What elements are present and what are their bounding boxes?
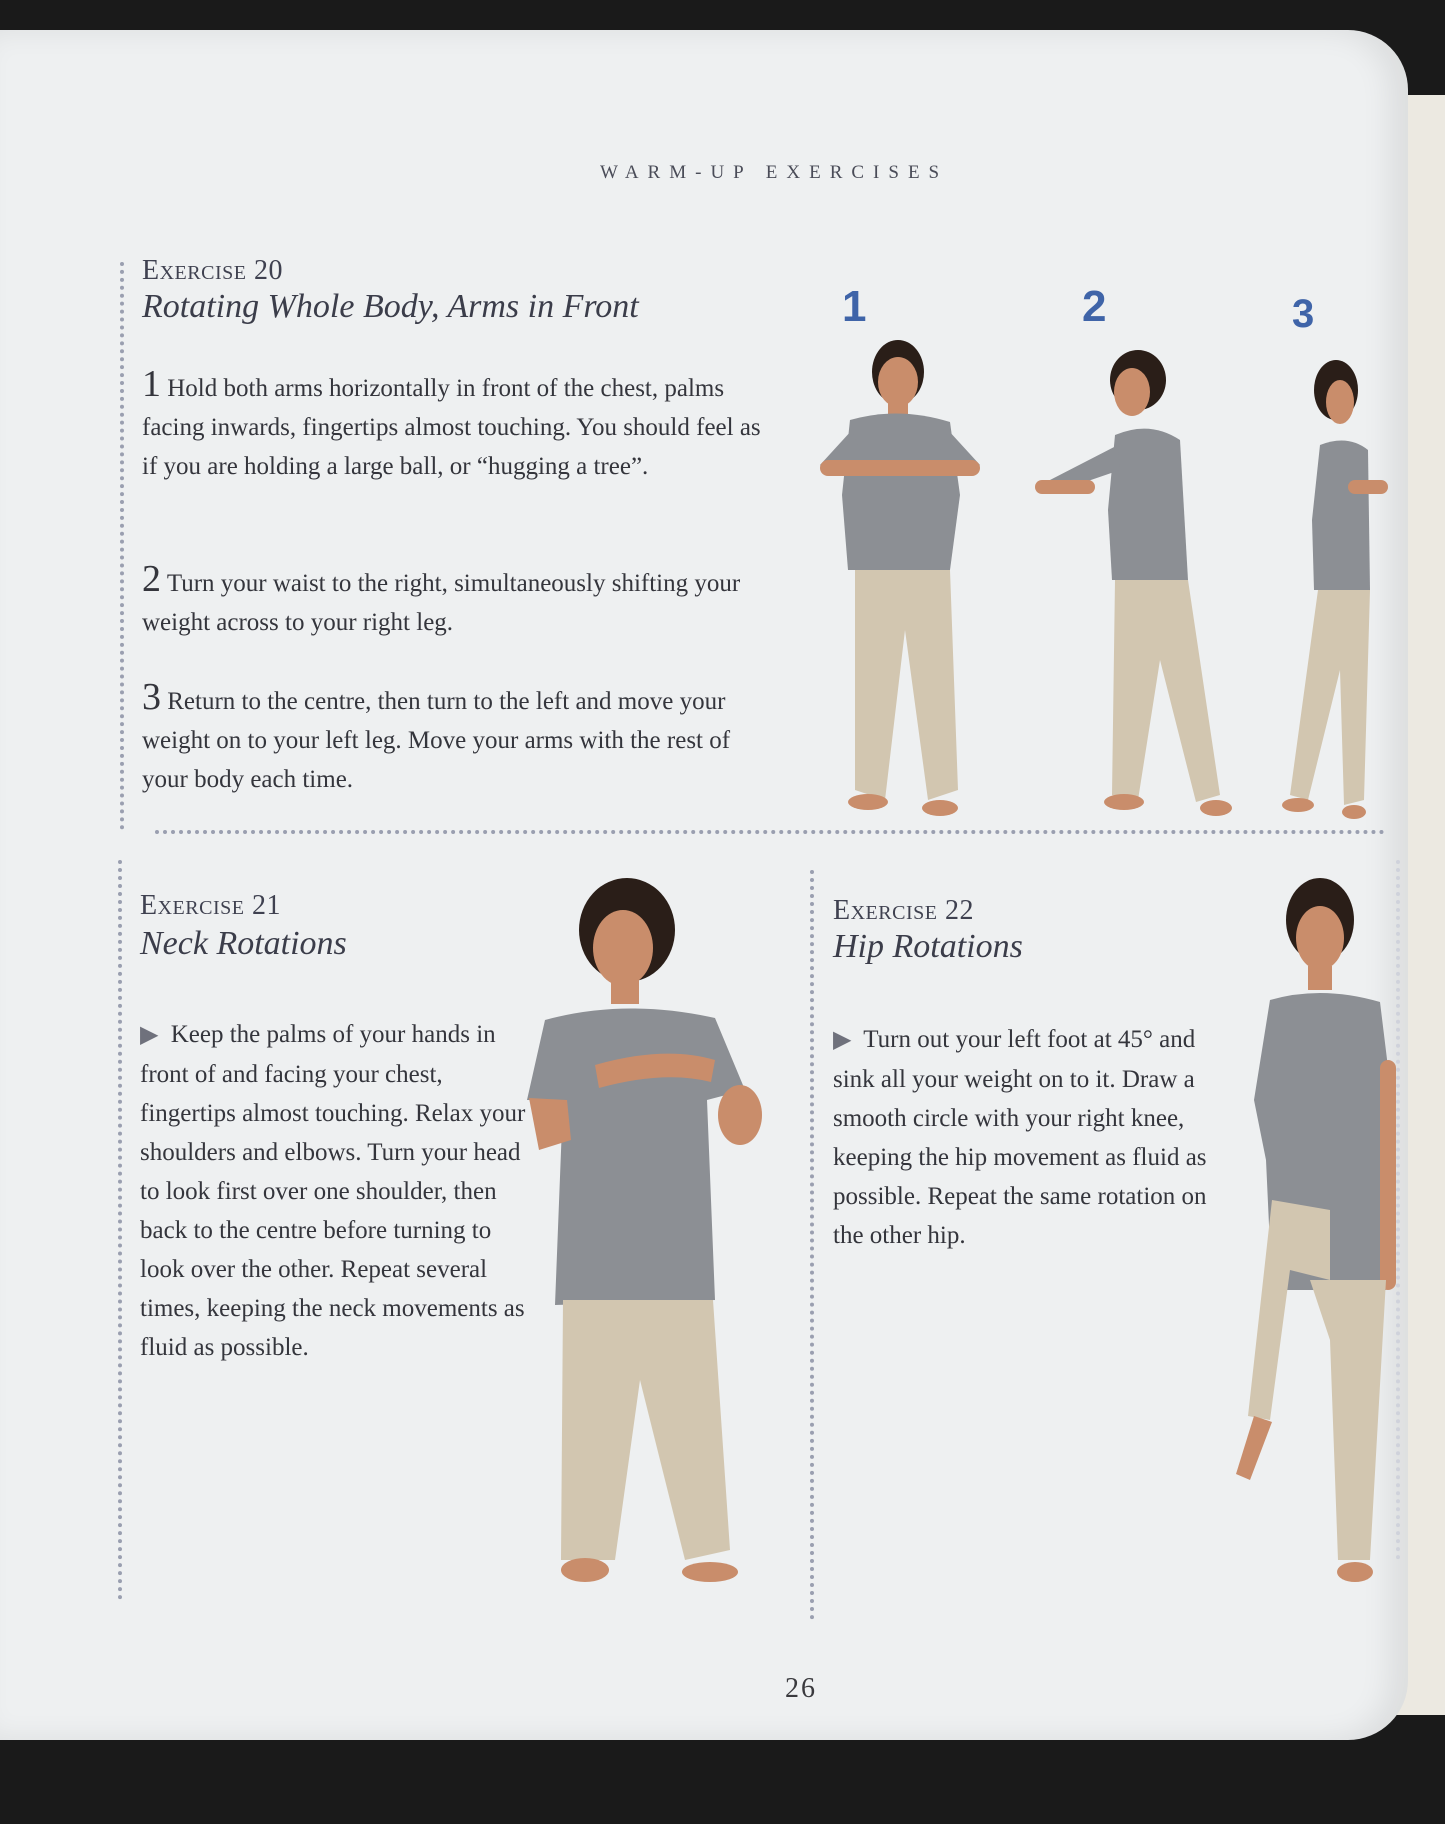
figure-ex20-pose-1 — [800, 330, 1000, 850]
step-number: 2 — [142, 558, 161, 600]
step-number: 1 — [142, 363, 161, 405]
figure-ex20-pose-3 — [1268, 350, 1388, 850]
exercise22-label: Exercise 22 — [833, 895, 974, 926]
exercise22-text — [833, 1020, 1223, 1255]
step-text: Turn your waist to the right, simultaneously shifting your weight across to your right leg. — [142, 570, 741, 636]
exercise21-body: Keep the palms of your hands in front of and facing your chest, fingertips almost touching. Relax your shoulders and elbows. Turn your head to look first over one shoulder, then back to the centre before turning to look over the other. Repeat several times, keeping the neck movements as fluid as possible. — [140, 1021, 526, 1361]
exercise20-step-2 — [142, 560, 782, 642]
exercise21-label: Exercise 21 — [140, 890, 281, 921]
step-text: Hold both arms horizontally in front of the chest, palms facing inwards, fingertips almost touching. You should feel as if you are holding a large ball, or “hugging a tree”. — [142, 375, 761, 480]
page-number: 26 — [785, 1673, 817, 1704]
exercise21-text — [140, 1015, 530, 1367]
photo-number-2: 2 — [1082, 282, 1107, 331]
step-text: Return to the centre, then turn to the left and move your weight on to your left leg. Move your arms with the rest of your body each time. — [142, 688, 731, 793]
photo-number-1: 1 — [842, 282, 867, 331]
exercise20-rule — [120, 262, 124, 830]
figure-ex20-pose-2 — [1020, 340, 1240, 850]
running-head: WARM-UP EXERCISES — [600, 162, 949, 183]
play-triangle-icon: ▶ — [833, 1027, 852, 1053]
exercise21-rule — [118, 860, 122, 1600]
exercise22-body: Turn out your left foot at 45° and sink all your weight on to it. Draw a smooth circle with your right knee, keeping the hip movement as fluid as possible. Repeat the same rotation on the other hip. — [833, 1026, 1207, 1249]
step-number: 3 — [142, 676, 161, 718]
photo-number-3: 3 — [1292, 292, 1315, 336]
exercise22-rule — [810, 870, 814, 1620]
exercise22-title: Hip Rotations — [833, 928, 1023, 965]
figure-ex21 — [515, 860, 795, 1630]
exercise20-label: Exercise 20 — [142, 255, 283, 286]
exercise21-title: Neck Rotations — [140, 925, 347, 962]
figure-ex22 — [1210, 860, 1400, 1630]
exercise20-title: Rotating Whole Body, Arms in Front — [142, 288, 639, 325]
exercise20-step-3 — [142, 678, 782, 799]
play-triangle-icon: ▶ — [140, 1022, 159, 1048]
book-page — [0, 30, 1408, 1740]
exercise20-step-1 — [142, 365, 782, 486]
